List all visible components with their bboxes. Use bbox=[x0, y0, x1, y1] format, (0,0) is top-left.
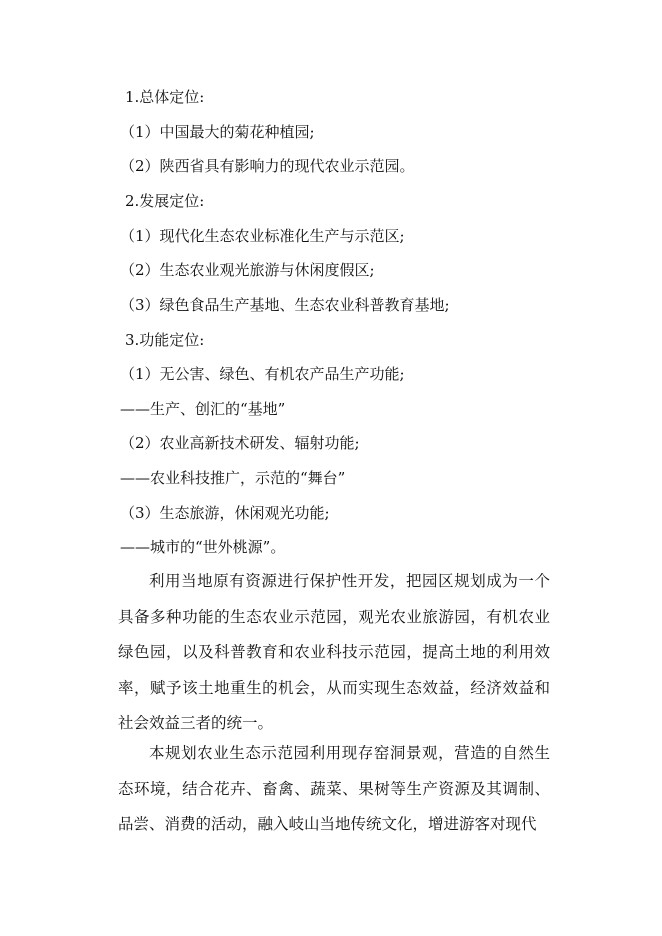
function-positioning-item-1: （1）无公害、绿色、有机农产品生产功能; bbox=[120, 365, 405, 383]
function-positioning-item-2: （2）农业高新技术研发、辐射功能; bbox=[120, 434, 360, 452]
overall-positioning-heading: 1.总体定位: bbox=[125, 88, 205, 106]
overall-positioning-item-1: （1）中国最大的菊花种植园; bbox=[120, 123, 315, 141]
development-positioning-item-1: （1）现代化生态农业标准化生产与示范区; bbox=[120, 227, 405, 245]
overall-positioning-item-2: （2）陕西省具有影响力的现代农业示范园。 bbox=[120, 157, 415, 175]
development-positioning-item-3: （3）绿色食品生产基地、生态农业科普教育基地; bbox=[120, 296, 450, 314]
function-positioning-note-3: ——城市的“世外桃源”。 bbox=[120, 538, 286, 556]
body-paragraph-2: 本规划农业生态示范园利用现存窑洞景观，营造的自然生态环境，结合花卉、畜禽、蔬菜、果树等生产资源及其调制、品尝、消费的活动，融入岐山当地传统文化，增进游客对现代 bbox=[118, 744, 550, 834]
function-positioning-heading: 3.功能定位: bbox=[125, 331, 205, 349]
function-positioning-note-2: ——农业科技推广，示范的“舞台” bbox=[120, 469, 346, 487]
development-positioning-item-2: （2）生态农业观光旅游与休闲度假区; bbox=[120, 261, 375, 279]
body-paragraph-1: 利用当地原有资源进行保护性开发，把园区规划成为一个具备多种功能的生态农业示范园，观光农业旅游园，有机农业绿色园，以及科普教育和农业科技示范园，提高土地的利用效率，赋予该土地重生的机会，从而实现生态效益，经济效益和社会效益三者的统一。 bbox=[118, 572, 550, 733]
function-positioning-note-1: ——生产、创汇的“基地” bbox=[120, 400, 286, 418]
development-positioning-heading: 2.发展定位: bbox=[125, 192, 205, 210]
function-positioning-item-3: （3）生态旅游，休闲观光功能; bbox=[120, 504, 330, 522]
